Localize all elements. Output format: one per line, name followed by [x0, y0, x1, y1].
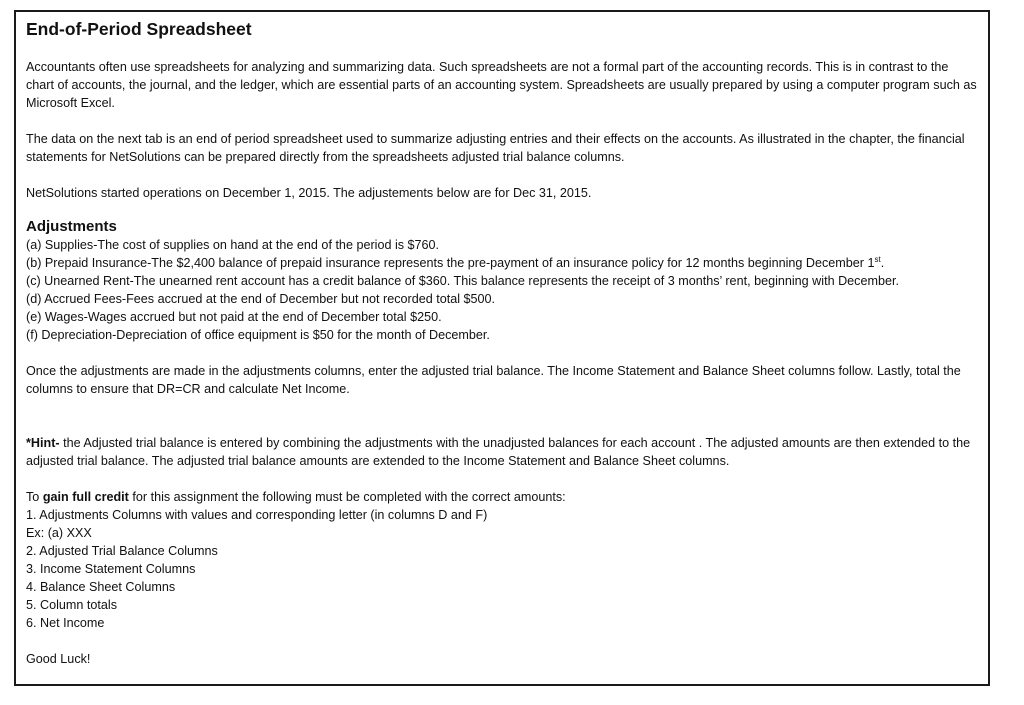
credit-intro [26, 488, 978, 506]
adjustment-b-text: (b) Prepaid Insurance-The $2,400 balance of prepaid insurance represents the pre-payment of an insurance policy for 12 months beginning December 1 [26, 256, 875, 270]
adjustment-e: (e) Wages-Wages accrued but not paid at the end of December total $250. [26, 310, 442, 324]
intro-paragraph: Accountants often use spreadsheets for analyzing and summarizing data. Such spreadsheets are not a formal part of the accounting records. This is in contrast to the chart of accounts, the journal, and the ledger, which are essential parts of an accounting system. Spreadsheets are usually prepared by using a computer program such as Microsoft Excel. [26, 60, 977, 110]
adjustment-c: (c) Unearned Rent-The unearned rent account has a credit balance of $360. This balance represents the receipt of 3 months’ rent, beginning with December. [26, 274, 899, 288]
credit-item: 5. Column totals [26, 598, 117, 612]
hint-paragraph [26, 434, 978, 470]
adjustment-b-end: . [880, 256, 885, 270]
page-title: End-of-Period Spreadsheet [26, 19, 252, 39]
closing-text: Good Luck! [26, 652, 91, 666]
credit-item: 4. Balance Sheet Columns [26, 580, 176, 594]
adjustment-b [26, 254, 978, 272]
adjustment-b-superscript: st [874, 254, 881, 264]
credit-item: Ex: (a) XXX [26, 526, 92, 540]
document-frame [14, 10, 990, 686]
credit-prefix: To [26, 490, 43, 504]
adjustment-f: (f) Depreciation-Depreciation of office equipment is $50 for the month of December. [26, 328, 490, 342]
hint-label: *Hint- [26, 436, 60, 450]
once-note-paragraph: Once the adjustments are made in the adjustments columns, enter the adjusted trial balance. The Income Statement and Balance Sheet columns follow. Lastly, total the columns to ensure that DR=CR and calculate Net Income. [26, 364, 961, 396]
credit-bold: gain full credit [42, 490, 129, 504]
start-note-paragraph: NetSolutions started operations on December 1, 2015. The adjustements below are for Dec 31, 2015. [26, 186, 592, 200]
data-note-paragraph: The data on the next tab is an end of period spreadsheet used to summarize adjusting entries and their effects on the accounts. As illustrated in the chapter, the financial statements for NetSolutions can be prepared directly from the spreadsheets adjusted trial balance columns. [26, 132, 965, 164]
credit-item: 6. Net Income [26, 616, 105, 630]
adjustment-d: (d) Accrued Fees-Fees accrued at the end of December but not recorded total $500. [26, 292, 496, 306]
adjustment-a: (a) Supplies-The cost of supplies on hand at the end of the period is $760. [26, 238, 440, 252]
adjustments-heading: Adjustments [26, 218, 117, 235]
credit-item: 1. Adjustments Columns with values and corresponding letter (in columns D and F) [26, 508, 488, 522]
hint-text: the Adjusted trial balance is entered by combining the adjustments with the unadjusted balances for each account . The adjusted amounts are then extended to the adjusted trial balance. The adjusted trial balance amounts are extended to the Income Statement and Balance Sheet columns. [26, 436, 971, 468]
credit-item: 2. Adjusted Trial Balance Columns [26, 544, 218, 558]
credit-suffix: for this assignment the following must be completed with the correct amounts: [128, 490, 566, 504]
credit-item: 3. Income Statement Columns [26, 562, 196, 576]
